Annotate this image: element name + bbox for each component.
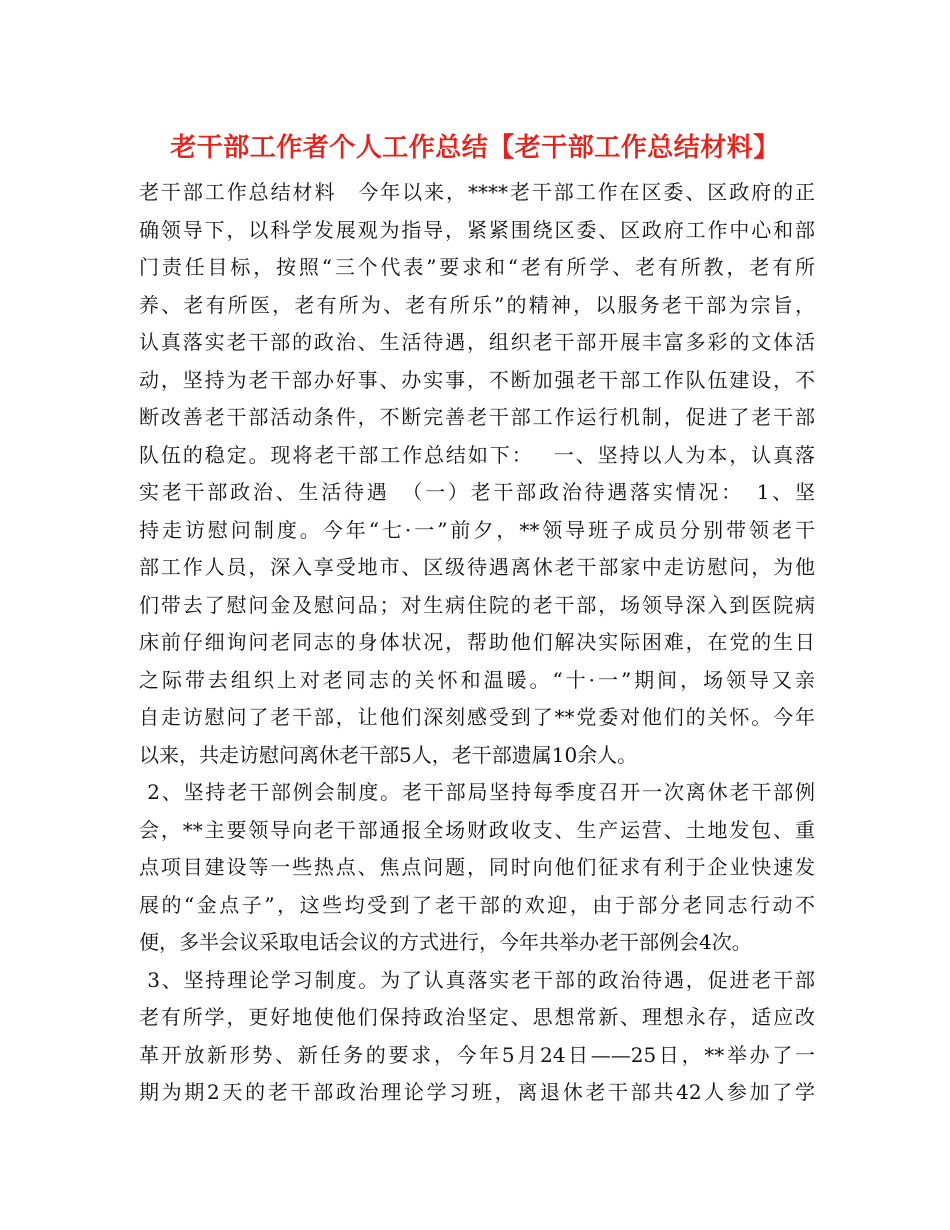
body-line: 革开放新形势、新任务的要求，今年5月24日——25日，**举办了一 (139, 1042, 815, 1067)
body-line: 以来，共走访慰问离休老干部5人，老干部遗属10余人。 (139, 742, 638, 767)
body-line: 断改善老干部活动条件，不断完善老干部工作运行机制，促进了老干部 (139, 405, 815, 429)
body-line: 便，多半会议采取电话会议的方式进行，今年共举办老干部例会4次。 (139, 930, 752, 954)
body-line: 之际带去组织上对老同志的关怀和温暖。“十·一”期间，场领导又亲 (139, 667, 815, 692)
body-line: 点项目建设等一些热点、焦点问题，同时向他们征求有利于企业快速发 (139, 855, 815, 879)
body-line: 部工作人员，深入享受地市、区级待遇离休老干部家中走访慰问，为他 (139, 555, 815, 579)
body-line: 会，**主要领导向老干部通报全场财政收支、生产运营、土地发包、重 (139, 817, 815, 842)
body-line: 持走访慰问制度。今年“七·一”前夕，**领导班子成员分别带领老干 (139, 517, 815, 542)
body-line: 老有所学，更好地使他们保持政治坚定、思想常新、理想永存，适应改 (139, 1005, 815, 1029)
body-line: 2、坚持老干部例会制度。老干部局坚持每季度召开一次离休老干部例 (139, 780, 815, 804)
body-line: 自走访慰问了老干部，让他们深刻感受到了**党委对他们的关怀。今年 (139, 705, 815, 729)
body-line: 3、坚持理论学习制度。为了认真落实老干部的政治待遇，促进老干部 (139, 967, 815, 992)
body-line: 们带去了慰问金及慰问品；对生病住院的老干部，场领导深入到医院病 (139, 592, 815, 617)
document-title: 老干部工作者个人工作总结【老干部工作总结材料】 (170, 133, 780, 163)
body-line: 期为期2天的老干部政治理论学习班，离退休老干部共42人参加了学 (139, 1080, 815, 1104)
body-line: 床前仔细询问老同志的身体状况，帮助他们解决实际困难，在党的生日 (139, 630, 815, 654)
body-line: 实老干部政治、生活待遇 （一）老干部政治待遇落实情况： 1、坚 (139, 480, 815, 504)
body-line: 门责任目标，按照“三个代表”要求和“老有所学、老有所教，老有所 (139, 255, 815, 279)
body-line: 养、老有所医，老有所为、老有所乐”的精神，以服务老干部为宗旨， (139, 292, 815, 317)
body-line: 老干部工作总结材料 今年以来，****老干部工作在区委、区政府的正 (139, 180, 815, 204)
body-line: 队伍的稳定。现将老干部工作总结如下： 一、坚持以人为本，认真落 (139, 442, 815, 467)
body-line: 认真落实老干部的政治、生活待遇，组织老干部开展丰富多彩的文体活 (139, 330, 815, 354)
body-line: 动，坚持为老干部办好事、办实事，不断加强老干部工作队伍建设，不 (139, 367, 815, 392)
body-line: 展的“金点子”，这些均受到了老干部的欢迎，由于部分老同志行动不 (139, 892, 815, 917)
body-line: 确领导下，以科学发展观为指导，紧紧围绕区委、区政府工作中心和部 (139, 217, 815, 242)
document-body (139, 174, 815, 1112)
